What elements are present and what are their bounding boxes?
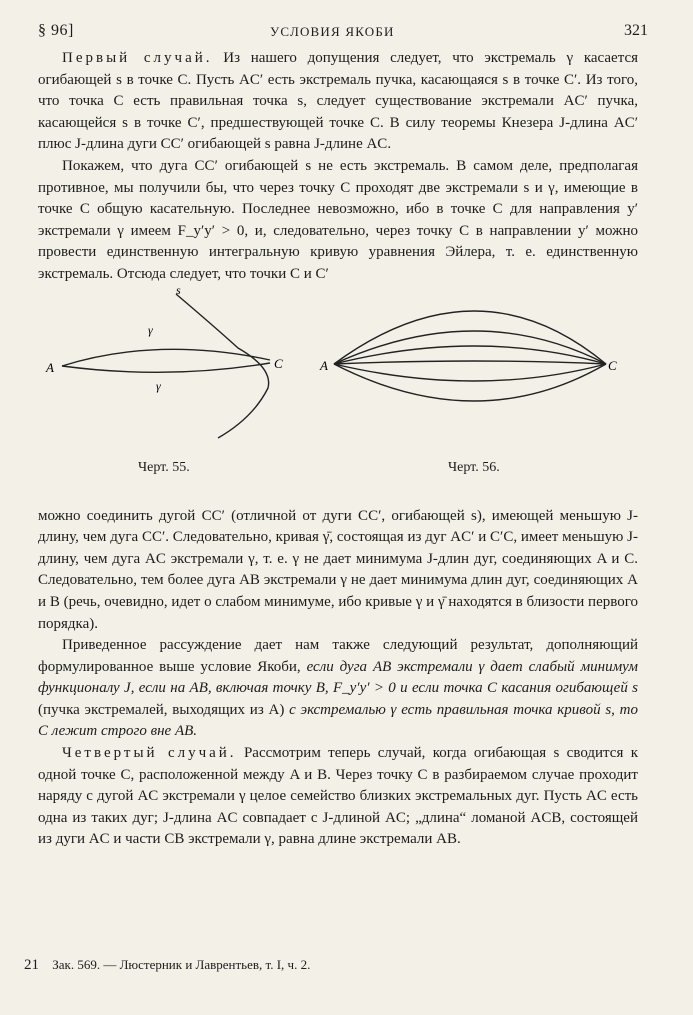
figures-block bbox=[38, 288, 638, 506]
label-c: C bbox=[274, 355, 283, 371]
paragraph-continuation bbox=[38, 506, 638, 636]
label-gamma-bottom: γ bbox=[156, 378, 161, 393]
paragraph-envelope-not-extremal bbox=[38, 156, 638, 286]
paragraph-fourth-case bbox=[38, 743, 638, 851]
extremal-1 bbox=[334, 311, 606, 364]
case-heading: Первый случай. bbox=[62, 50, 213, 66]
page-header bbox=[38, 22, 648, 48]
caption-fig-56: Черт. 56. bbox=[448, 459, 500, 475]
curve-gamma-bottom bbox=[62, 363, 270, 372]
theorem-text: с экстремалью γ есть правильная точка кривой s, то C лежит строго вне AB. bbox=[38, 701, 638, 740]
label-s: s bbox=[176, 287, 181, 297]
printer-note: Зак. 569. — Люстерник и Лаврентьев, т. I, ч. 2. bbox=[52, 957, 311, 972]
signature-number: 21 bbox=[24, 957, 39, 973]
paragraph-text: Приведенное рассуждение дает нам также следующий результат, дополняющий формулированное выше условие Якоби, bbox=[38, 637, 638, 675]
label-gamma-top: γ bbox=[148, 322, 153, 337]
running-title: УСЛОВИЯ ЯКОБИ bbox=[270, 24, 395, 39]
paragraph-text: Из нашего допущения следует, что экстремаль γ касается огибающей s в точке C. Пусть AC′ есть экстремаль пучка, касающаяся s в точке C′. Из того, что точка C есть правильная точка s, следует существование экстремали AC′ пучка, касающейся s в точке C′, предшествующей точке C. В силу теоремы Кнезера J-длина AC′ плюс J-длина дуги CC′ огибающей s равна J-длине AC. bbox=[38, 50, 639, 153]
paragraph-text: Покажем, что дуга CC′ огибающей s не есть экстремаль. В самом деле, предполагая противное, мы получили бы, что через точку C проходят две экстремали s и γ, имеющие в точке C общую касательную. Последнее невозможно, ибо в точке C для направления y′ экстремали γ имеем F_y′y′ > 0, и, следовательно, через точку C в направлении y′ можно провести единственную интегральную кривую уравнения Эйлера, т. е. единственную экстремаль. Отсюда следует, что точки C и C′ bbox=[38, 157, 638, 282]
book-page bbox=[38, 22, 648, 851]
section-number: § 96] bbox=[38, 22, 74, 39]
label-c: C bbox=[608, 357, 617, 373]
paragraph-text: Рассмотрим теперь случай, когда огибающая s сводится к одной точке C, расположенной между A и B. Через точку C в разбираемом случае проходит наряду с дугой AC экстремали γ целое семейство близких экстремальных дуг. Пусть AC есть одна из таких дуг; J-длина AC совпадает с J-длиной AC; „длина“ ломаной ACB, состоящей из дуги AC и части CB экстремали γ, равна длине экстремали AB. bbox=[38, 745, 638, 848]
extremal-5 bbox=[334, 364, 606, 381]
extremal-6 bbox=[334, 364, 606, 401]
figure-56 bbox=[334, 311, 606, 401]
label-a: A bbox=[320, 357, 328, 373]
page-number: 321 bbox=[624, 22, 648, 39]
paragraph-text: можно соединить дугой CC′ (отличной от дуги CC′, огибающей s), имеющей меньшую J-длину, чем дуга CC′. Следовательно, кривая γ̄, состоящая из дуг AC′ и C′C, имеет меньшую J-длину, чем дуга AC экстремали γ, т. е. γ не дает минимума J-длин дуг, соединяющих A и C. Следовательно, тем более дуга AB экстремали γ не дает минимума длин дуг, соединяющих A и B (речь, очевидно, идет о слабом минимуме, ибо кривые γ и γ̄ находятся в близости первого порядка). bbox=[38, 507, 638, 632]
label-a: A bbox=[46, 359, 54, 375]
curve-gamma-top bbox=[62, 349, 270, 366]
figure-55 bbox=[62, 294, 270, 438]
case-heading: Четвертый случай. bbox=[62, 745, 237, 762]
figure-drawings bbox=[38, 288, 658, 458]
paragraph-first-case bbox=[38, 48, 638, 156]
caption-fig-55: Черт. 55. bbox=[138, 459, 190, 475]
extremal-4 bbox=[334, 361, 606, 364]
paragraph-result bbox=[38, 635, 638, 743]
theorem-text: если дуга AB экстремали γ дает слабый минимум функционалу J, если на AB, включая точку B, F_y′y′ > 0 и если точка C касания огибающей s bbox=[38, 658, 639, 697]
page-footer bbox=[24, 957, 310, 974]
paragraph-text: (пучка экстремалей, выходящих из A) bbox=[38, 701, 285, 718]
